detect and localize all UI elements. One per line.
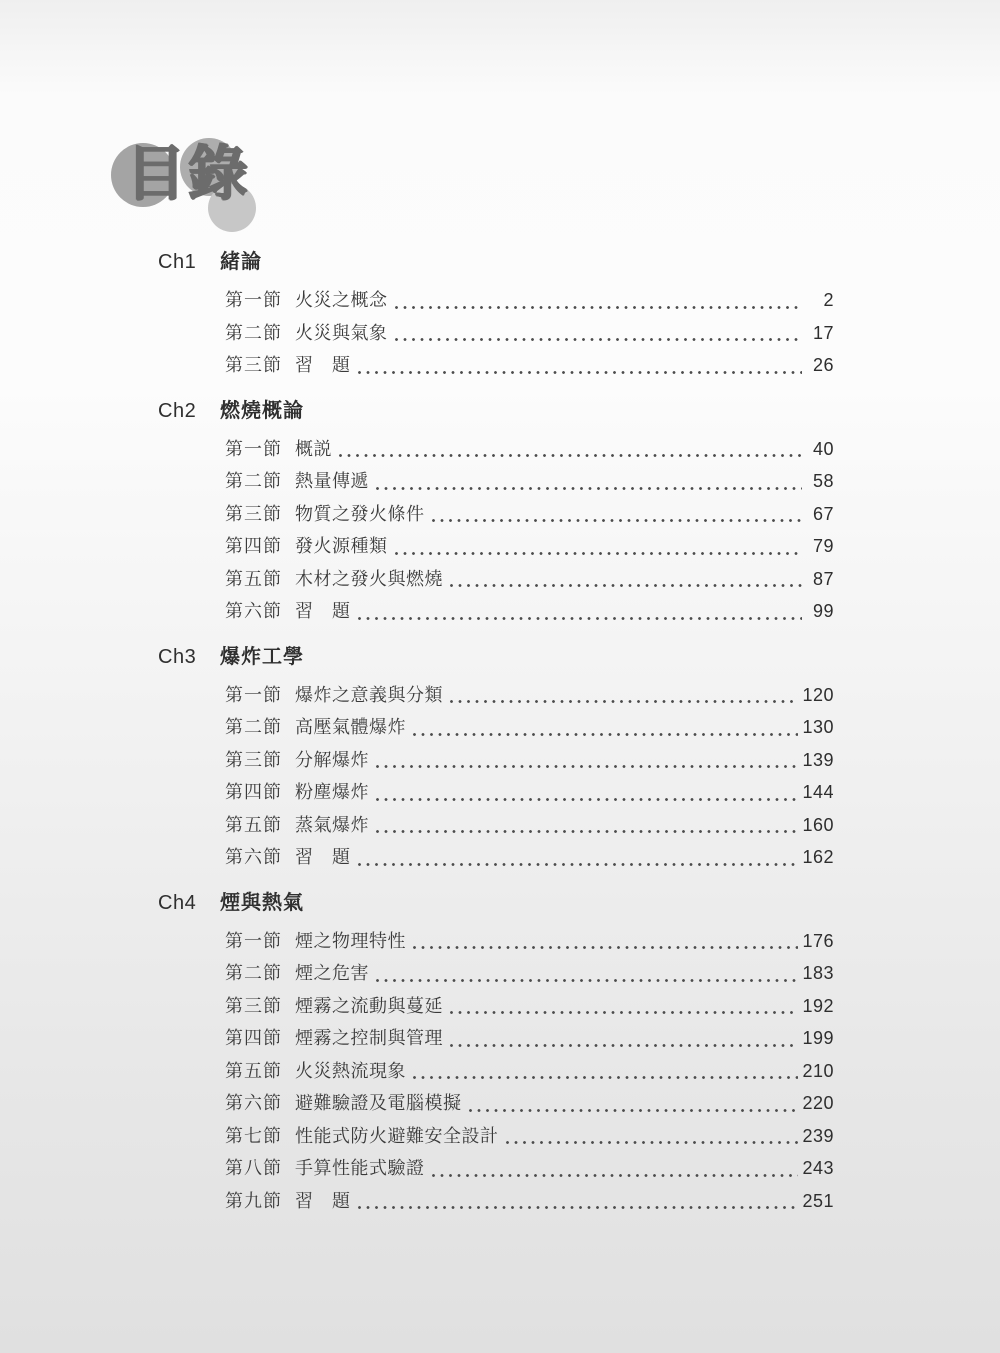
page-number: 162: [802, 847, 834, 867]
section-title: 概説: [295, 438, 332, 459]
section-label: 第七節: [225, 1125, 282, 1146]
page-number: 17: [812, 322, 834, 343]
toc-row: [158, 595, 834, 628]
section-title: 分解爆炸: [295, 749, 369, 770]
page-number: 120: [802, 684, 834, 705]
chapter: [158, 250, 834, 382]
toc-row: [158, 563, 834, 596]
page-number: 79: [812, 536, 834, 556]
toc-row: [158, 1055, 834, 1088]
page-number: 243: [802, 1158, 834, 1178]
page-number: 40: [812, 438, 834, 459]
dot-leader: [432, 1173, 799, 1178]
section-title: 火災之概念: [295, 290, 388, 310]
section-label: 第五節: [225, 568, 282, 589]
section-title: 習 題: [295, 1190, 351, 1211]
toc-row: [158, 1120, 834, 1153]
section-label: 第二節: [225, 717, 282, 737]
section-title: 性能式防火避難安全設計: [295, 1125, 499, 1146]
dot-leader: [432, 518, 803, 523]
chapter-heading: [158, 891, 834, 915]
section-title: 木材之發火與燃燒: [295, 568, 443, 589]
section-label: 第六節: [225, 847, 282, 867]
section-label: 第三節: [225, 749, 282, 770]
section-label: 第一節: [225, 290, 282, 310]
toc-row: [158, 990, 834, 1023]
dot-leader: [358, 370, 803, 375]
section-label: 第六節: [225, 601, 282, 621]
toc-row: [158, 1152, 834, 1185]
page-number: 58: [812, 471, 834, 491]
chapter-heading: [158, 399, 834, 423]
section-label: 第五節: [225, 1060, 282, 1081]
page-number: 139: [802, 749, 834, 770]
page-number: 176: [802, 930, 834, 951]
section-title: 爆炸之意義與分類: [295, 684, 443, 705]
toc-row: [158, 433, 834, 466]
toc-row: [158, 679, 834, 712]
page-number: 130: [802, 717, 834, 737]
dot-leader: [413, 1075, 798, 1080]
section-title: 火災與氣象: [295, 322, 388, 343]
page-number: 183: [802, 963, 834, 983]
section-label: 第一節: [225, 930, 282, 951]
toc-row: [158, 841, 834, 874]
chapter-number: Ch2: [158, 399, 197, 422]
section-title: 火災熱流現象: [295, 1060, 406, 1081]
chapter-heading: [158, 645, 834, 669]
section-label: 第六節: [225, 1093, 282, 1113]
section-title: 習 題: [295, 355, 351, 375]
chapter: [158, 891, 834, 1218]
chapter-heading: [158, 250, 834, 274]
page-number: 26: [812, 355, 834, 375]
toc-row: [158, 711, 834, 744]
toc-row: [158, 744, 834, 777]
toc-row: [158, 1022, 834, 1055]
section-title: 熱量傳遞: [295, 471, 369, 491]
page-number: 2: [823, 290, 834, 310]
dot-leader: [395, 305, 803, 310]
dot-leader: [413, 732, 798, 737]
section-title: 粉塵爆炸: [295, 782, 369, 802]
section-label: 第二節: [225, 963, 282, 983]
dot-leader: [450, 1043, 798, 1048]
dot-leader: [506, 1140, 799, 1145]
section-title: 煙之物理特性: [295, 930, 406, 951]
chapter-title: 煙與熱氣: [220, 891, 304, 914]
dot-leader: [358, 862, 799, 867]
section-label: 第四節: [225, 1028, 282, 1048]
dot-leader: [339, 453, 802, 458]
section-label: 第一節: [225, 684, 282, 705]
section-label: 第三節: [225, 995, 282, 1016]
page-number: 144: [802, 782, 834, 802]
dot-leader: [450, 583, 802, 588]
toc-logo: [108, 136, 268, 236]
chapter-title: 燃燒概論: [220, 399, 304, 422]
section-label: 第四節: [225, 782, 282, 802]
dot-leader: [413, 945, 798, 950]
toc-row: [158, 1185, 834, 1218]
section-label: 第三節: [225, 503, 282, 524]
toc-list: [158, 250, 834, 1234]
section-title: 手算性能式驗證: [295, 1158, 425, 1178]
chapter-number: Ch4: [158, 891, 197, 914]
page-number: 220: [802, 1093, 834, 1113]
page-number: 99: [812, 601, 834, 621]
dot-leader: [358, 1205, 799, 1210]
dot-leader: [376, 797, 798, 802]
chapter-title: 爆炸工學: [220, 645, 304, 668]
page-title: 目錄: [126, 140, 250, 207]
section-label: 第三節: [225, 355, 282, 375]
section-label: 第一節: [225, 438, 282, 459]
page-number: 160: [802, 814, 834, 835]
toc-row: [158, 284, 834, 317]
page-number: 239: [802, 1125, 834, 1146]
section-title: 物質之發火條件: [295, 503, 425, 524]
dot-leader: [376, 486, 802, 491]
dot-leader: [450, 699, 798, 704]
toc-row: [158, 925, 834, 958]
section-label: 第九節: [225, 1190, 282, 1211]
section-label: 第四節: [225, 536, 282, 556]
section-label: 第二節: [225, 322, 282, 343]
page-number: 251: [802, 1190, 834, 1211]
section-title: 煙霧之控制與管理: [295, 1028, 443, 1048]
page-number: 87: [812, 568, 834, 589]
chapter-number: Ch1: [158, 251, 197, 273]
toc-row: [158, 349, 834, 382]
section-title: 煙霧之流動與蔓延: [295, 995, 443, 1016]
section-title: 蒸氣爆炸: [295, 814, 369, 835]
section-title: 避難驗證及電腦模擬: [295, 1093, 462, 1113]
toc-row: [158, 1087, 834, 1120]
dot-leader: [376, 978, 798, 983]
page-number: 192: [802, 995, 834, 1016]
section-title: 習 題: [295, 847, 351, 867]
toc-row: [158, 957, 834, 990]
dot-leader: [376, 764, 798, 769]
chapter-number: Ch3: [158, 645, 197, 668]
section-label: 第五節: [225, 814, 282, 835]
chapter: [158, 399, 834, 628]
toc-row: [158, 530, 834, 563]
toc-row: [158, 498, 834, 531]
page-number: 67: [812, 503, 834, 524]
toc-row: [158, 809, 834, 842]
dot-leader: [376, 829, 798, 834]
section-title: 發火源種類: [295, 536, 388, 556]
dot-leader: [358, 616, 803, 621]
chapter-title: 緒論: [220, 251, 262, 273]
page-number: 210: [802, 1060, 834, 1081]
section-title: 習 題: [295, 601, 351, 621]
dot-leader: [395, 551, 803, 556]
dot-leader: [395, 337, 803, 342]
section-title: 煙之危害: [295, 963, 369, 983]
section-label: 第八節: [225, 1158, 282, 1178]
toc-row: [158, 317, 834, 350]
section-label: 第二節: [225, 471, 282, 491]
chapter: [158, 645, 834, 874]
toc-row: [158, 465, 834, 498]
toc-row: [158, 776, 834, 809]
page-number: 199: [802, 1028, 834, 1048]
dot-leader: [469, 1108, 799, 1113]
dot-leader: [450, 1010, 798, 1015]
section-title: 高壓氣體爆炸: [295, 717, 406, 737]
